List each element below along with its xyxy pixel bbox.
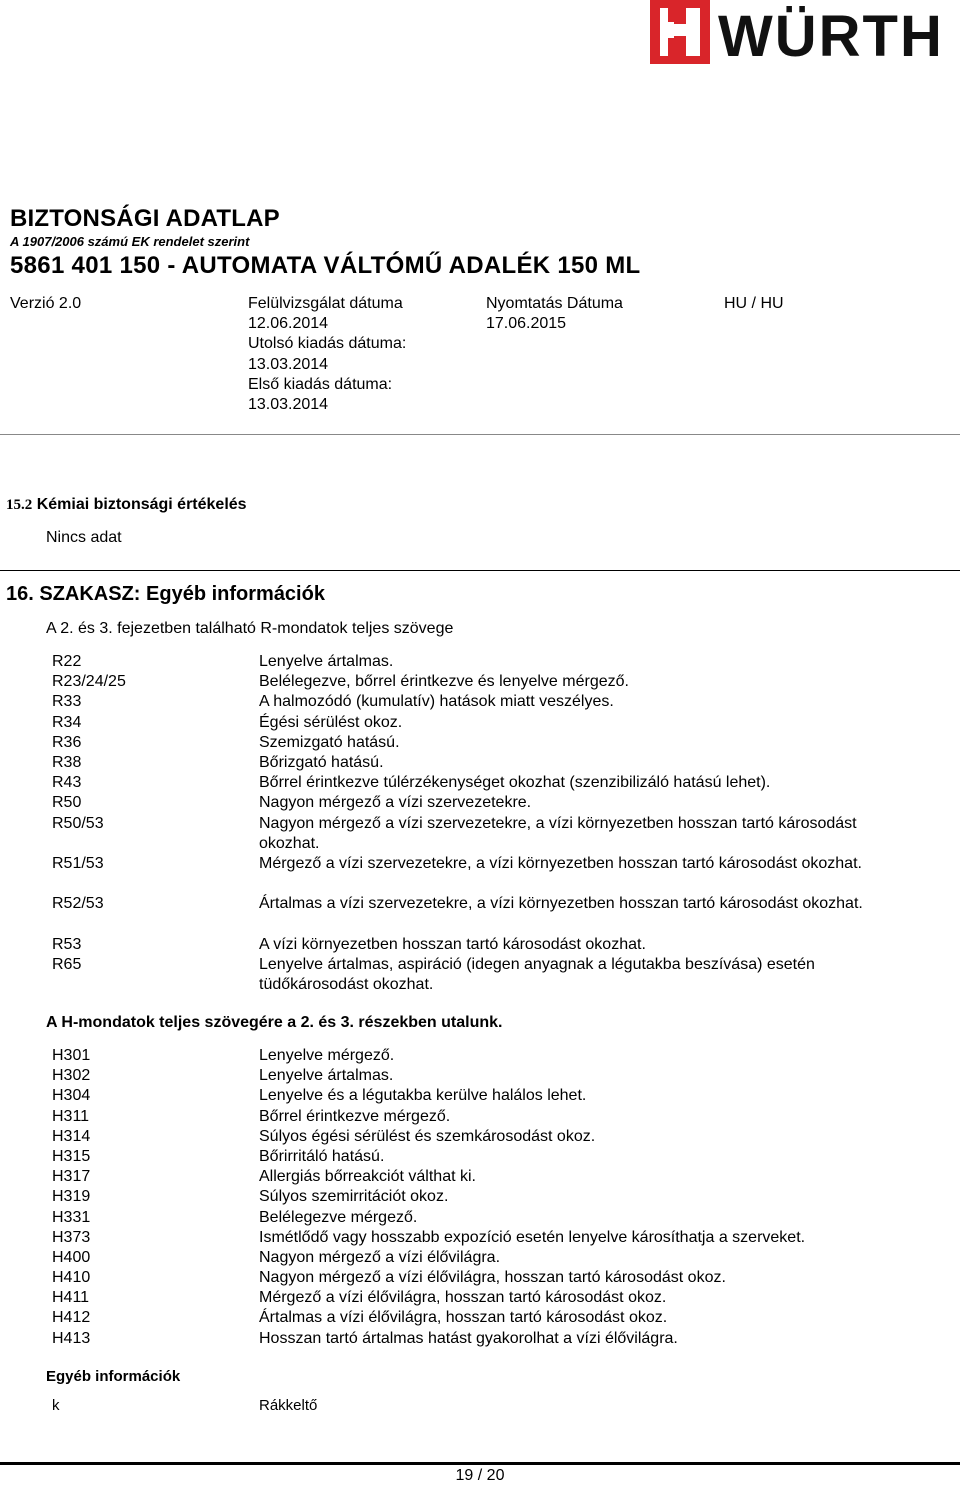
phrase-text: Ártalmas a vízi szervezetekre, a vízi környezetben hosszan tartó károsodást okozhat. [259,895,863,913]
h-texts [259,1046,909,1349]
page-number: 19 / 20 [455,1467,505,1484]
section-15-2-number: 15.2 [6,497,33,513]
h-codes [52,1046,232,1349]
phrase-code: H373 [52,1228,91,1246]
phrase-text: Bőrrel érintkezve túlérzékenységet okozhat (szenzibilizáló hatású lehet). [259,774,771,792]
section-15-2-body: Nincs adat [46,529,122,546]
phrase-code: H411 [52,1289,90,1307]
phrase-code: H314 [52,1127,91,1145]
first-issue-label: Első kiadás dátuma: [248,375,393,393]
phrase-text: Mérgező a vízi szervezetekre, a vízi környezetben hosszan tartó károsodást okozhat. [259,854,862,872]
document-title: BIZTONSÁGI ADATLAP [10,205,280,232]
phrase-code: H400 [52,1248,91,1266]
phrase-code: R43 [52,774,82,792]
section-15-2-heading [6,496,247,514]
phrase-text: Lenyelve és a légutakba kerülve halálos lehet. [259,1087,587,1105]
phrase-text: Belélegezve mérgező. [259,1208,418,1226]
phrase-text: Lenyelve mérgező. [259,1047,395,1064]
footer-divider [0,1462,960,1465]
phrase-code: H302 [52,1067,91,1085]
phrase-text: Nagyon mérgező a vízi élővilágra. [259,1248,501,1266]
phrase-code: R53 [52,935,82,953]
first-issue-date: 13.03.2014 [248,396,329,414]
product-title: 5861 401 150 - AUTOMATA VÁLTÓMŰ ADALÉK 150 ML [10,252,641,279]
r-texts [259,652,909,995]
document-subtitle: A 1907/2006 számú EK rendelet szerint [10,234,250,249]
phrase-code: H315 [52,1147,91,1165]
last-issue-date: 13.03.2014 [248,355,329,373]
phrase-code: R51/53 [52,854,104,872]
phrase-code: H301 [52,1047,91,1064]
phrase-text: Hosszan tartó ártalmas hatást gyakorolhat a vízi élővilágra. [259,1329,678,1347]
phrase-text: Lenyelve ártalmas, aspiráció (idegen anyagnak a légutakba beszívása) esetén tüdőkárosodást okozhat. [259,955,815,994]
phrase-code: R36 [52,733,82,751]
phrase-text: Nagyon mérgező a vízi szervezetekre, a vízi környezetben hosszan tartó károsodást okozhat. [259,814,857,852]
language-code: HU / HU [724,295,784,312]
phrase-code: R52/53 [52,895,104,913]
version: Verzió 2.0 [10,295,82,312]
phrase-text: Nagyon mérgező a vízi élővilágra, hosszan tartó károsodást okoz. [259,1269,726,1287]
header-divider [0,434,960,435]
wurth-logo-text: WÜRTH [718,4,944,69]
phrase-text: Bőrirritáló hatású. [259,1147,385,1165]
wurth-logo-mark [650,0,710,64]
phrase-text: Lenyelve ártalmas. [259,1067,394,1085]
r-phrases-intro: A 2. és 3. fejezetben található R-mondatok teljes szövege [46,620,454,637]
phrase-text: Ismétlődő vagy hosszabb expozíció esetén lenyelve károsíthatja a szerveket. [259,1228,806,1246]
wurth-logo [648,0,960,70]
print-label: Nyomtatás Dátuma [486,295,623,312]
phrase-text: Mérgező a vízi élővilágra, hosszan tartó károsodást okoz. [259,1289,667,1307]
print-date: 17.06.2015 [486,315,567,333]
phrase-text: Égési sérülést okoz. [259,713,403,731]
phrase-code: R34 [52,713,82,731]
phrase-code: R22 [52,653,82,670]
section-15-2-title: Kémiai biztonsági értékelés [36,496,247,513]
phrase-code: H413 [52,1329,91,1347]
phrase-code: R33 [52,693,82,711]
phrase-text: Allergiás bőrreakciót válthat ki. [259,1168,476,1186]
phrase-code: H319 [52,1188,91,1206]
print-block [486,294,623,334]
phrase-text: Lenyelve ártalmas. [259,653,394,670]
phrase-code: R38 [52,753,82,771]
section-16-title: 16. SZAKASZ: Egyéb információk [6,583,325,605]
phrase-code: H317 [52,1168,91,1186]
phrase-text: Ártalmas a vízi élővilágra, hosszan tartó károsodást okoz. [259,1309,668,1327]
phrase-code: H311 [52,1107,90,1125]
phrase-code: R50/53 [52,814,104,832]
other-info-title: Egyéb információk [46,1368,181,1385]
phrase-text: Bőrizgató hatású. [259,753,384,771]
phrase-text: Szemizgató hatású. [259,733,400,751]
phrase-code: R50 [52,794,82,812]
review-date: 12.06.2014 [248,315,329,333]
review-label: Felülvizsgálat dátuma [248,295,403,312]
date-block [248,294,406,415]
phrase-text: Nagyon mérgező a vízi szervezetekre. [259,794,532,812]
phrase-code: H304 [52,1087,91,1105]
phrase-code: H412 [52,1309,91,1327]
other-info-code: k [52,1397,60,1414]
phrase-code: H331 [52,1208,91,1226]
other-info-text: Rákkeltő [259,1397,318,1414]
h-phrases-intro: A H-mondatok teljes szövegére a 2. és 3. részekben utalunk. [46,1014,503,1031]
phrase-text: A halmozódó (kumulatív) hatások miatt veszélyes. [259,693,614,711]
last-issue-label: Utolsó kiadás dátuma: [248,335,407,353]
r-codes [52,652,232,995]
phrase-code: H410 [52,1269,91,1287]
phrase-text: A vízi környezetben hosszan tartó károsodást okozhat. [259,935,646,953]
section-16-divider [0,570,960,571]
phrase-text: Belélegezve, bőrrel érintkezve és lenyelve mérgező. [259,673,629,691]
phrase-code: R65 [52,955,82,973]
phrase-code: R23/24/25 [52,673,126,691]
phrase-text: Bőrrel érintkezve mérgező. [259,1107,451,1125]
phrase-text: Súlyos égési sérülést és szemkárosodást okoz. [259,1127,596,1145]
phrase-text: Súlyos szemirritációt okoz. [259,1188,449,1206]
